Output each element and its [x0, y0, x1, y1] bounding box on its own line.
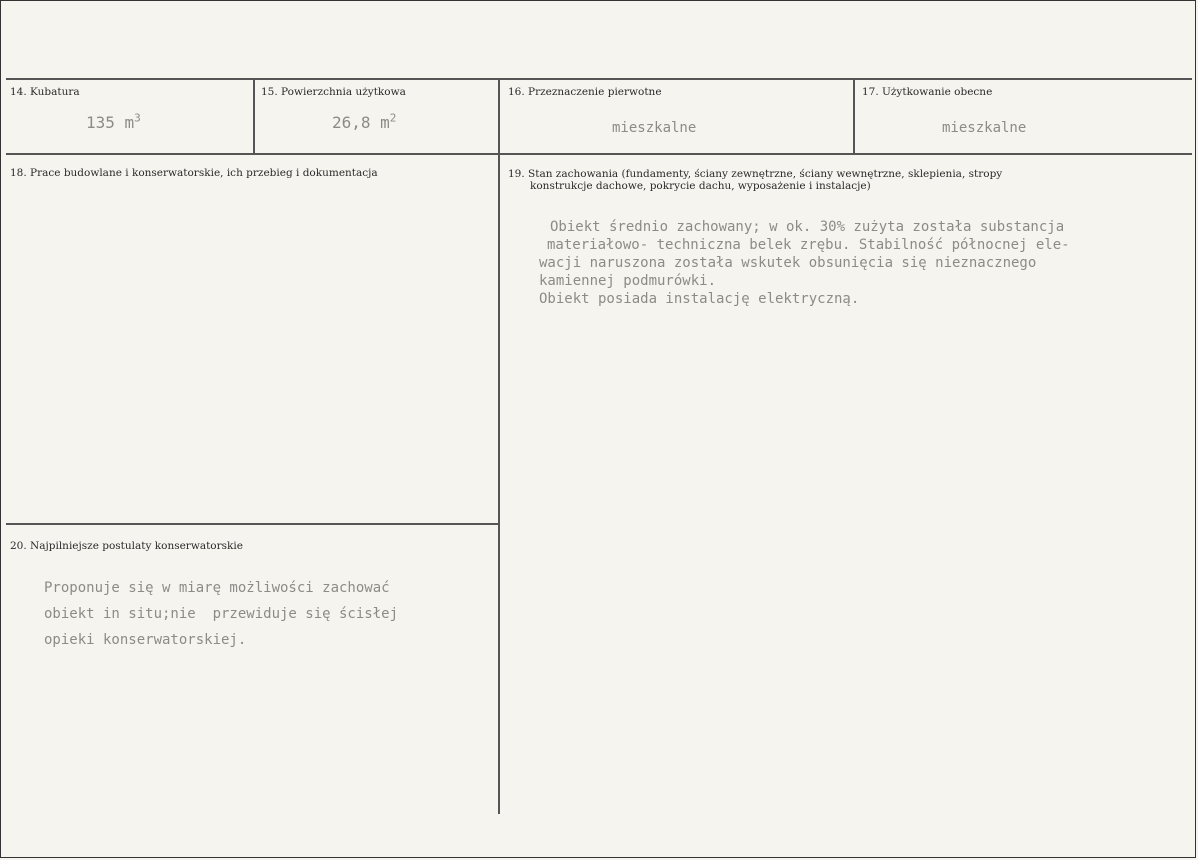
- divider-15-16: [498, 79, 500, 814]
- field-19-line-1: Obiekt średnio zachowany; w ok. 30% zużyta została substancja: [550, 219, 1065, 235]
- field-20-line-2: obiekt in situ;nie przewiduje się ścisłej: [44, 606, 399, 622]
- field-16-label: 16. Przeznaczenie pierwotne: [508, 86, 662, 98]
- field-18-label: 18. Prace budowlane i konserwatorskie, ich przebieg i dokumentacja: [10, 167, 378, 179]
- divider-16-17: [853, 79, 855, 154]
- field-17-label: 17. Użytkowanie obecne: [862, 86, 993, 98]
- divider-14-15: [253, 79, 255, 154]
- field-20-label: 20. Najpilniejsze postulaty konserwatorskie: [10, 540, 243, 552]
- field-19-label-line2: konstrukcje dachowe, pokrycie dachu, wyposażenie i instalacje): [530, 180, 871, 192]
- top-row-border: [6, 78, 1192, 80]
- field-15-label: 15. Powierzchnia użytkowa: [261, 86, 406, 98]
- field-19-label-line1: 19. Stan zachowania (fundamenty, ściany zewnętrzne, ściany wewnętrzne, sklepienia, stropy: [508, 168, 1003, 180]
- mid-row-border: [6, 153, 1192, 155]
- field-15-value: 26,8 $m^2$: [332, 111, 397, 132]
- field-19-line-3: wacji naruszona została wskutek obsunięcia się nieznacznego: [539, 255, 1037, 271]
- field-20-line-1: Proponuje się w miarę możliwości zachować: [44, 580, 390, 596]
- field-20-line-3: opieki konserwatorskiej.: [44, 632, 247, 648]
- field-19-line-5: Obiekt posiada instalację elektryczną.: [539, 291, 860, 307]
- section-20-border: [6, 523, 498, 525]
- field-19-line-4: kamiennej podmurówki.: [539, 273, 717, 289]
- field-14-label: 14. Kubatura: [10, 86, 80, 98]
- field-19-line-2: materiałowo- techniczna belek zrębu. Stabilność północnej ele-: [547, 237, 1070, 253]
- field-14-value: 135 $m^3$: [86, 111, 141, 132]
- field-16-value: mieszkalne: [612, 120, 697, 136]
- field-17-value: mieszkalne: [942, 120, 1027, 136]
